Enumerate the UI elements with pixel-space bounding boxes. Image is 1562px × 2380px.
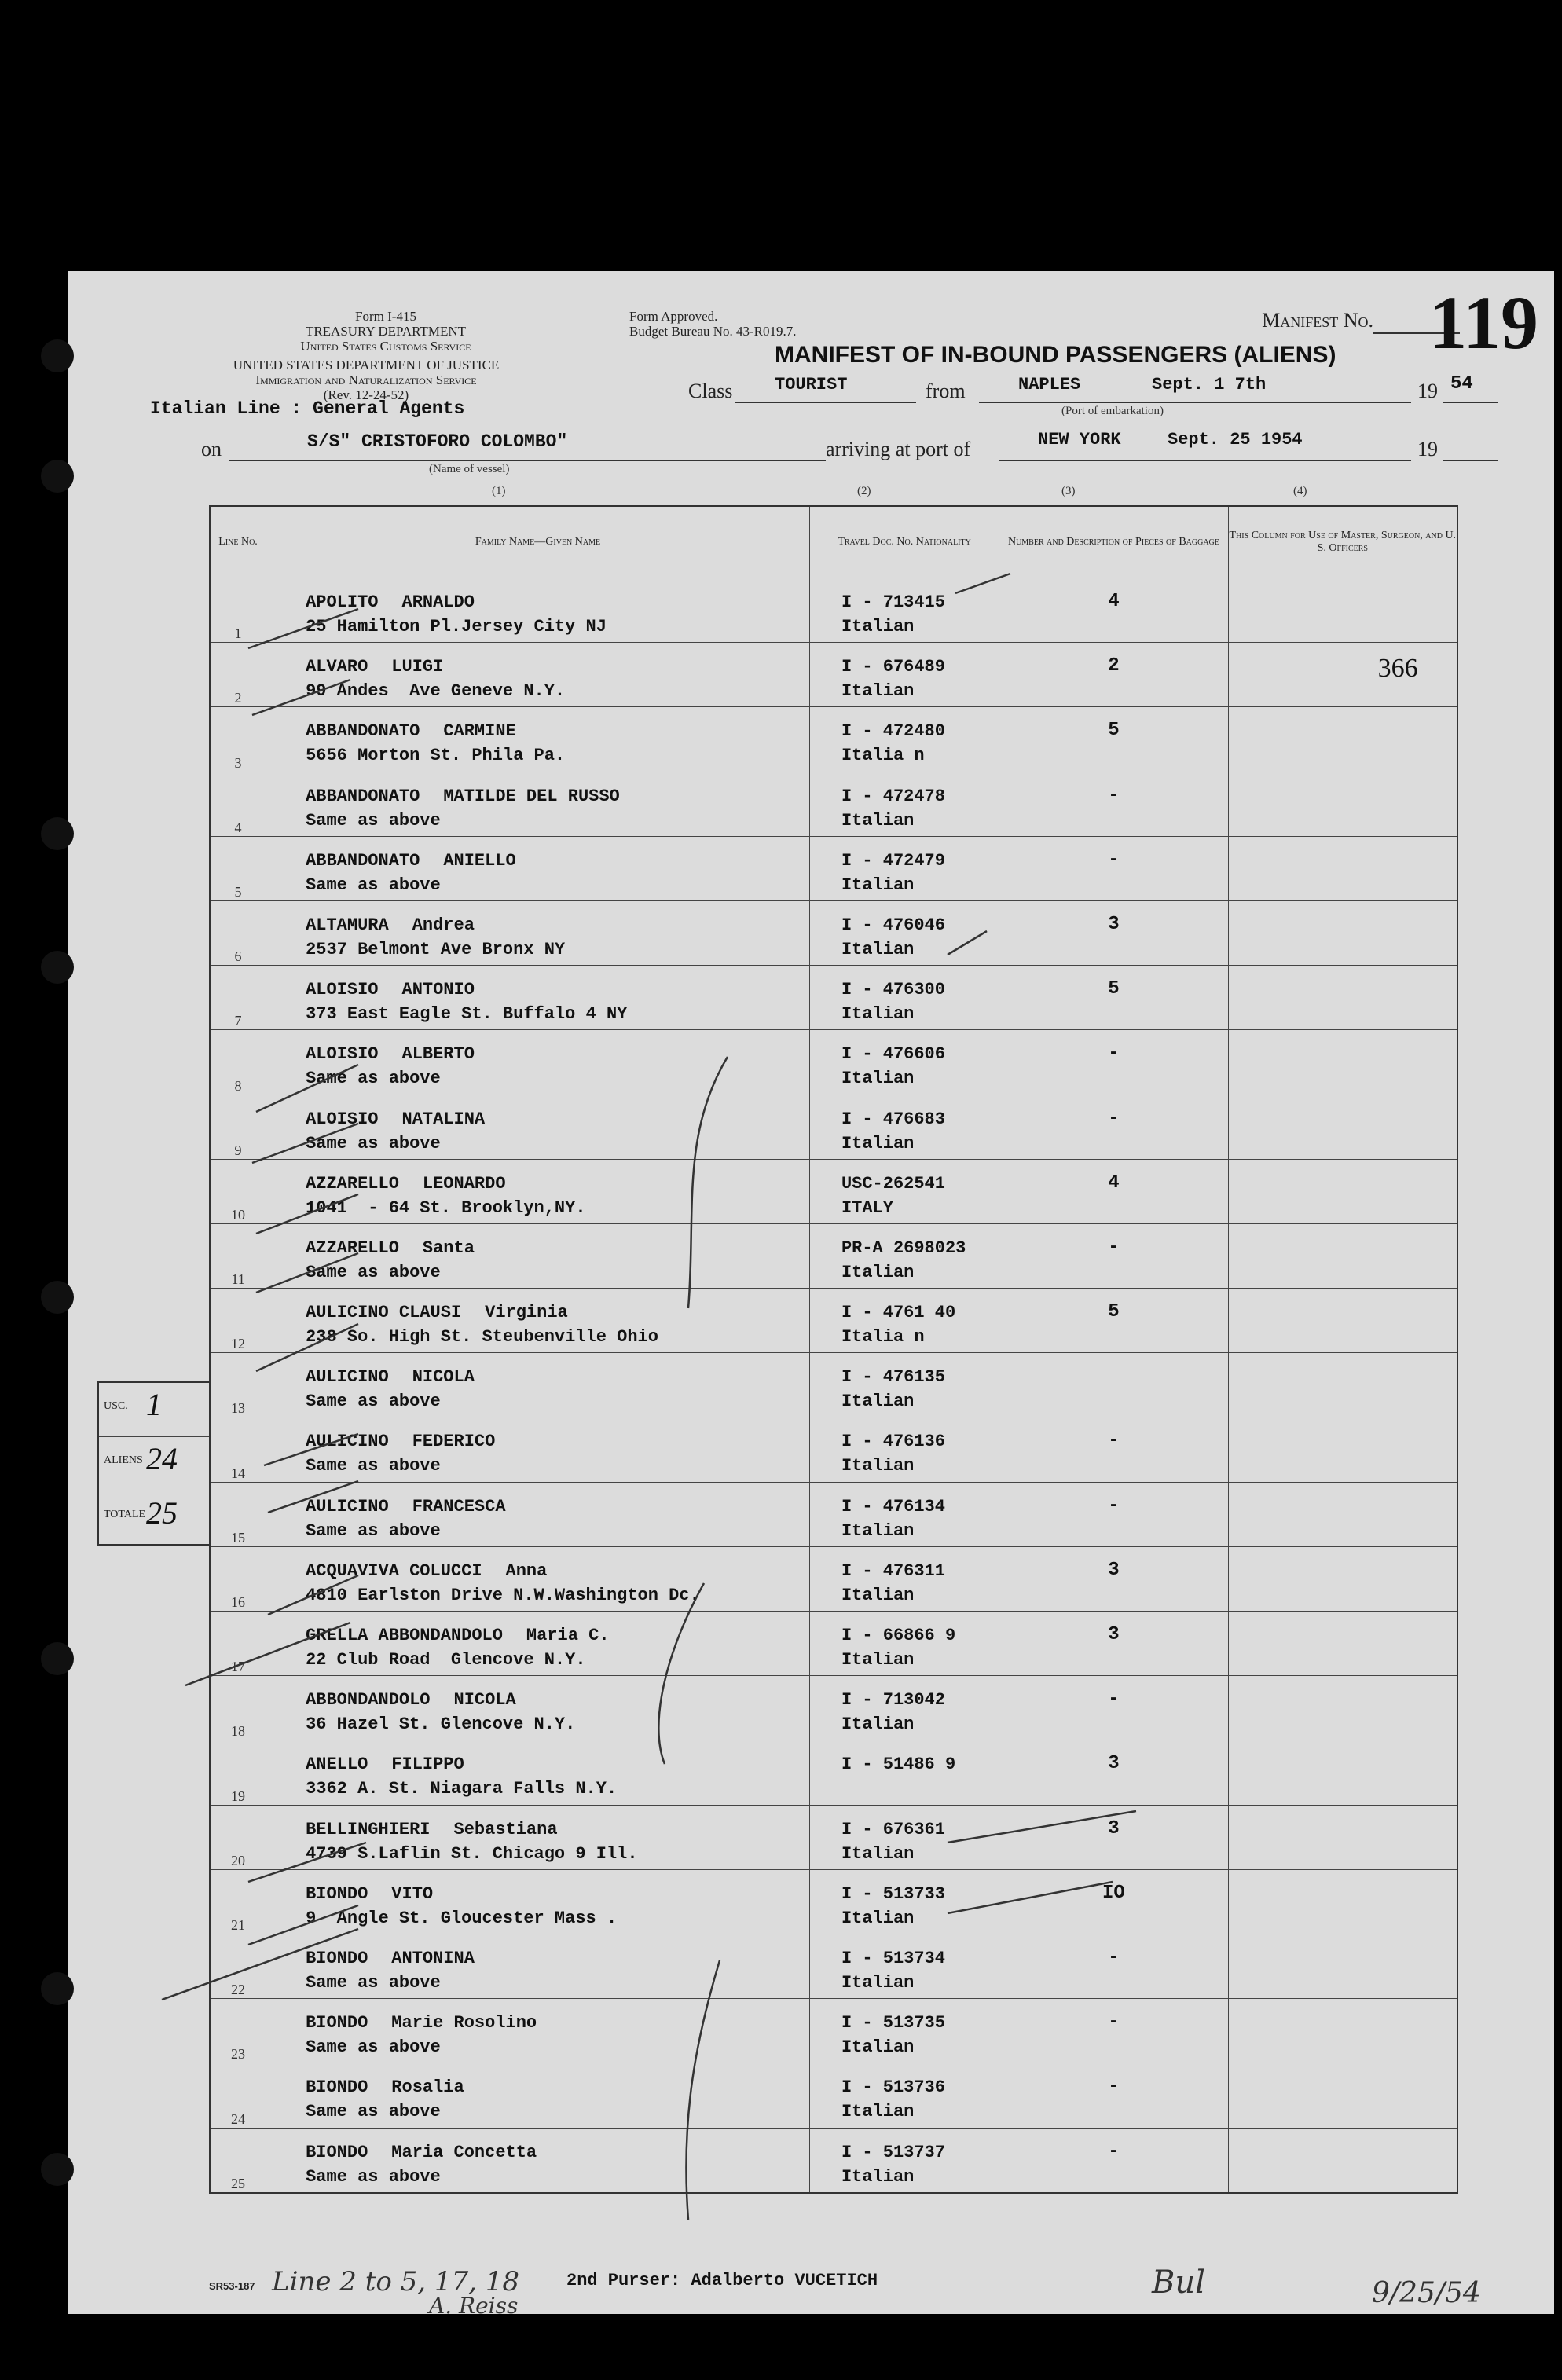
baggage-count: -	[1108, 1107, 1120, 1129]
handwritten-date: 9/25/54	[1372, 2277, 1481, 2309]
nationality: Italian	[841, 810, 915, 831]
line-number: 17	[210, 1612, 266, 1676]
address: 36 Hazel St. Glencove N.Y.	[306, 1714, 576, 1735]
nationality: Italian	[841, 681, 915, 702]
general-agents: Italian Line : General Agents	[150, 398, 465, 419]
baggage-count: -	[1108, 849, 1120, 871]
family-name: ALOISIO	[306, 980, 379, 1000]
justice-dept: UNITED STATES DEPARTMENT OF JUSTICE	[233, 358, 500, 372]
travel-doc-number: PR-A 2698023	[841, 1238, 966, 1258]
nationality: Italian	[841, 2037, 915, 2058]
check-mark	[252, 680, 350, 715]
punch-hole	[41, 1972, 74, 2005]
travel-doc-number: I - 476136	[841, 1432, 945, 1452]
address: 99 Andes Ave Geneve N.Y.	[306, 681, 566, 702]
address: Same as above	[306, 2102, 441, 2122]
check-mark	[185, 1623, 350, 1685]
baggage-count: 4	[1108, 591, 1120, 612]
line-number: 2	[210, 643, 266, 707]
line-number: 23	[210, 1999, 266, 2063]
travel-doc-number: I - 676361	[841, 1819, 945, 1839]
nationality: Italia n	[841, 746, 925, 766]
address: Same as above	[306, 810, 441, 831]
check-mark	[256, 1065, 358, 1112]
given-name: NATALINA	[402, 1109, 486, 1129]
baggage-count: 3	[1108, 913, 1120, 935]
line-number: 5	[210, 836, 266, 900]
line-number: 1	[210, 578, 266, 643]
check-mark	[256, 1324, 358, 1371]
baggage-count: -	[1108, 784, 1120, 806]
strike-stroke	[948, 1811, 1136, 1843]
handwritten-marks	[68, 271, 1554, 2314]
purser-signature-line: 2nd Purser: Adalberto VUCETICH	[566, 2271, 878, 2290]
line-number: 18	[210, 1676, 266, 1740]
family-name: ABBONDANDOLO	[306, 1690, 431, 1711]
family-name: AULICINO CLAUSI	[306, 1303, 462, 1323]
given-name: Andrea	[412, 915, 475, 935]
line-number: 9	[210, 1095, 266, 1159]
manifest-no-label: Manifest No.	[1262, 309, 1373, 332]
family-name: AULICINO	[306, 1496, 389, 1516]
given-name: ARNALDO	[402, 592, 475, 612]
travel-doc-number: I - 513734	[841, 1948, 945, 1968]
baggage-count: -	[1108, 1430, 1120, 1452]
family-name: ALVARO	[306, 657, 368, 677]
given-name: Santa	[422, 1238, 475, 1258]
totals-aliens: ALIENS 24	[99, 1437, 209, 1491]
baggage-count: -	[1108, 1689, 1120, 1711]
family-name: ABBANDONATO	[306, 786, 420, 806]
travel-doc-number: I - 472479	[841, 850, 945, 871]
nationality: Italian	[841, 1650, 915, 1670]
baggage-count: 5	[1108, 978, 1120, 1000]
family-name: ALTAMURA	[306, 915, 389, 935]
address: Same as above	[306, 1069, 441, 1089]
address: 373 East Eagle St. Buffalo 4 NY	[306, 1004, 628, 1025]
col-header-officers: This Column for Use of Master, Surgeon, and U. S. Officers	[1228, 506, 1458, 578]
travel-doc-number: I - 476135	[841, 1367, 945, 1388]
punch-hole	[41, 817, 74, 850]
baggage-count: 3	[1108, 1817, 1120, 1839]
given-name: LUIGI	[391, 657, 444, 677]
address: Same as above	[306, 2166, 441, 2187]
arrival-port: NEW YORK	[1038, 430, 1121, 449]
line-number: 15	[210, 1482, 266, 1546]
line-number: 11	[210, 1223, 266, 1288]
given-name: Maria Concetta	[391, 2142, 537, 2162]
bracket-stroke	[688, 1057, 728, 1308]
given-name: VITO	[391, 1883, 434, 1904]
family-name: AULICINO	[306, 1432, 389, 1452]
nationality: Italian	[841, 939, 915, 959]
given-name: ALBERTO	[402, 1044, 475, 1065]
revision-date: (Rev. 12-24-52)	[323, 387, 409, 402]
vessel-caption: (Name of vessel)	[429, 463, 510, 475]
address: Same as above	[306, 1520, 441, 1541]
punch-hole	[41, 1642, 74, 1675]
nationality: Italian	[841, 2166, 915, 2187]
baggage-count: -	[1108, 2140, 1120, 2162]
check-mark	[268, 1481, 358, 1513]
line-number: 12	[210, 1289, 266, 1353]
address: 5656 Morton St. Phila Pa.	[306, 746, 566, 766]
given-name: MATILDE DEL RUSSO	[443, 786, 620, 806]
nationality: Italian	[841, 1972, 915, 1993]
travel-doc-number: I - 513736	[841, 2077, 945, 2098]
family-name: ABBANDONATO	[306, 721, 420, 742]
vessel-name: S/S" CRISTOFORO COLOMBO"	[307, 431, 568, 452]
col-num-2: (2)	[857, 485, 871, 497]
travel-doc-number: I - 713042	[841, 1690, 945, 1711]
baggage-count: -	[1108, 2076, 1120, 2098]
col-num-3: (3)	[1062, 485, 1076, 497]
from-label: from	[926, 380, 966, 402]
col-header-baggage: Number and Description of Pieces of Baggage	[999, 506, 1228, 578]
family-name: AZZARELLO	[306, 1238, 399, 1258]
punch-hole	[41, 339, 74, 372]
travel-doc-number: I - 676489	[841, 657, 945, 677]
officer-note: 366	[1377, 654, 1418, 684]
nationality: Italian	[841, 875, 915, 895]
baggage-count: -	[1108, 1043, 1120, 1065]
punch-hole	[41, 2153, 74, 2186]
form-number: Form I-415	[355, 309, 416, 324]
handwritten-line-note: Line 2 to 5, 17, 18	[272, 2266, 520, 2297]
baggage-count: -	[1108, 1236, 1120, 1258]
address: 1041 - 64 St. Brooklyn,NY.	[306, 1197, 586, 1218]
travel-doc-number: I - 4761 40	[841, 1303, 956, 1323]
travel-doc-number: I - 476683	[841, 1109, 945, 1129]
col-num-4: (4)	[1293, 485, 1307, 497]
family-name: BIONDO	[306, 2077, 368, 2098]
nationality: Italian	[841, 1262, 915, 1282]
travel-doc-number: I - 513735	[841, 2013, 945, 2033]
address: 4739 S.Laflin St. Chicago 9 Ill.	[306, 1843, 638, 1864]
given-name: Sebastiana	[453, 1819, 558, 1839]
col-header-name: Family Name—Given Name	[266, 506, 810, 578]
address: 25 Hamilton Pl.Jersey City NJ	[306, 617, 607, 636]
travel-doc-number: I - 713415	[841, 592, 945, 612]
nationality: Italian	[841, 1456, 915, 1476]
family-name: AZZARELLO	[306, 1173, 399, 1194]
given-name: ANTONINA	[391, 1948, 475, 1968]
embarkation-year: 54	[1450, 373, 1473, 394]
travel-doc-number: I - 472480	[841, 721, 945, 742]
check-mark	[248, 1843, 366, 1882]
line-number: 3	[210, 707, 266, 772]
travel-doc-number: USC-262541	[841, 1173, 945, 1194]
port-embark-caption: (Port of embarkation)	[1062, 405, 1164, 417]
travel-doc-number: I - 476311	[841, 1560, 945, 1581]
address: Same as above	[306, 1972, 441, 1993]
family-name: ACQUAVIVA COLUCCI	[306, 1560, 482, 1581]
nationality: Italian	[841, 1908, 915, 1928]
line-number: 25	[210, 2128, 266, 2193]
punch-hole	[41, 1281, 74, 1314]
nationality: Italian	[841, 1843, 915, 1864]
given-name: Marie Rosolino	[391, 2013, 537, 2033]
travel-doc-number: I - 513733	[841, 1883, 945, 1904]
line-number: 19	[210, 1740, 266, 1805]
treasury-dept: TREASURY DEPARTMENT	[305, 324, 467, 339]
nationality: Italian	[841, 1133, 915, 1153]
nationality: Italian	[841, 1392, 915, 1412]
address: 3362 A. St. Niagara Falls N.Y.	[306, 1779, 618, 1799]
travel-doc-number: I - 476606	[841, 1044, 945, 1065]
col-header-doc: Travel Doc. No. Nationality	[809, 506, 999, 578]
baggage-count: 3	[1108, 1753, 1120, 1775]
given-name: NICOLA	[412, 1367, 475, 1388]
address: 238 So. High St. Steubenville Ohio	[306, 1327, 658, 1348]
family-name: ANELLO	[306, 1755, 368, 1775]
travel-doc-number: I - 66866 9	[841, 1626, 956, 1645]
address: Same as above	[306, 2037, 441, 2058]
given-name: Virginia	[485, 1303, 568, 1323]
travel-doc-number: I - 513737	[841, 2142, 945, 2162]
address: 2537 Belmont Ave Bronx NY	[306, 939, 566, 959]
line-number: 10	[210, 1159, 266, 1223]
given-name: Anna	[505, 1560, 548, 1581]
budget-bureau: Budget Bureau No. 43-R019.7.	[629, 324, 797, 339]
baggage-count: 5	[1108, 1301, 1120, 1323]
travel-doc-number: I - 476134	[841, 1496, 945, 1516]
family-name: BIONDO	[306, 1948, 368, 1968]
bracket-stroke	[658, 1583, 704, 1764]
baggage-count: 5	[1108, 720, 1120, 742]
line-number: 21	[210, 1869, 266, 1934]
line-number: 4	[210, 772, 266, 836]
line-number: 8	[210, 1030, 266, 1095]
address: Same as above	[306, 1392, 441, 1412]
baggage-count: -	[1108, 1494, 1120, 1516]
check-mark	[256, 1253, 358, 1293]
nationality: Italian	[841, 1714, 915, 1735]
baggage-count: 2	[1108, 655, 1120, 677]
bracket-stroke	[686, 1960, 720, 2220]
nationality: ITALY	[841, 1197, 893, 1218]
col-num-1: (1)	[492, 485, 506, 497]
port-of-embarkation: NAPLES	[1018, 375, 1081, 394]
totals-usc: USC. 1	[99, 1383, 209, 1437]
handwritten-initials: A. Reiss	[429, 2293, 519, 2319]
form-code: SR53-187	[209, 2280, 255, 2292]
line-number: 13	[210, 1353, 266, 1417]
address: Same as above	[306, 875, 441, 895]
nationality: Italia n	[841, 1327, 925, 1348]
address: 4810 Earlston Drive N.W.Washington Dc.	[306, 1585, 700, 1605]
family-name: ALOISIO	[306, 1044, 379, 1065]
on-label: on	[201, 438, 222, 460]
family-name: BIONDO	[306, 1883, 368, 1904]
travel-doc-number: I - 476300	[841, 980, 945, 1000]
nationality: Italian	[841, 617, 915, 636]
customs-service: United States Customs Service	[300, 339, 471, 354]
manifest-title: MANIFEST OF IN-BOUND PASSENGERS (ALIENS)	[775, 342, 1336, 368]
line-number: 7	[210, 966, 266, 1030]
handwritten-signature: Bul	[1152, 2264, 1205, 2301]
address: Same as above	[306, 1133, 441, 1153]
family-name: GRELLA ABBONDANDOLO	[306, 1626, 503, 1645]
given-name: FRANCESCA	[412, 1496, 506, 1516]
family-name: BIONDO	[306, 2142, 368, 2162]
nationality: Italian	[841, 1520, 915, 1541]
given-name: NICOLA	[453, 1690, 516, 1711]
nationality: Italian	[841, 1585, 915, 1605]
travel-doc-number: I - 472478	[841, 786, 945, 806]
embarkation-date: Sept. 1 7th	[1152, 375, 1267, 394]
baggage-count: IO	[1102, 1882, 1125, 1904]
family-name: BELLINGHIERI	[306, 1819, 431, 1839]
line-number: 16	[210, 1546, 266, 1611]
address: 9 Angle St. Gloucester Mass .	[306, 1908, 618, 1928]
check-mark	[264, 1434, 358, 1465]
line-number: 22	[210, 1934, 266, 1998]
arriving-label: arriving at port of	[826, 438, 971, 460]
given-name: Maria C.	[526, 1626, 610, 1645]
baggage-count: 4	[1108, 1172, 1120, 1194]
line-number: 24	[210, 2063, 266, 2128]
family-name: BIONDO	[306, 2013, 368, 2033]
given-name: CARMINE	[443, 721, 516, 742]
manifest-sheet	[68, 271, 1554, 2319]
given-name: ANIELLO	[443, 850, 516, 871]
baggage-count: -	[1108, 2011, 1120, 2033]
line-number: 14	[210, 1417, 266, 1482]
family-name: APOLITO	[306, 592, 379, 612]
given-name: Rosalia	[391, 2077, 464, 2098]
family-name: AULICINO	[306, 1367, 389, 1388]
punch-hole	[41, 460, 74, 493]
given-name: FILIPPO	[391, 1755, 464, 1775]
check-mark	[248, 1905, 358, 1945]
family-name: ABBANDONATO	[306, 850, 420, 871]
baggage-count: -	[1108, 1946, 1120, 1968]
baggage-count: 3	[1108, 1559, 1120, 1581]
strike-stroke	[948, 1882, 1113, 1913]
address: Same as above	[306, 1456, 441, 1476]
address: 22 Club Road Glencove N.Y.	[306, 1650, 586, 1670]
strike-stroke	[955, 574, 1010, 593]
nationality: Italian	[841, 1069, 915, 1089]
nationality: Italian	[841, 2102, 915, 2122]
line-number: 20	[210, 1805, 266, 1869]
col-header-line-no: Line No.	[210, 506, 266, 578]
totals-total: TOTALE 25	[104, 1495, 178, 1531]
arrival-date: Sept. 25 1954	[1168, 430, 1303, 449]
line-number: 6	[210, 900, 266, 965]
nationality: Italian	[841, 1004, 915, 1025]
check-mark	[248, 609, 358, 648]
address: Same as above	[306, 1262, 441, 1282]
baggage-count: 3	[1108, 1624, 1120, 1645]
manifest-number: 119	[1429, 281, 1538, 365]
given-name: FEDERICO	[412, 1432, 496, 1452]
punch-hole	[41, 951, 74, 984]
arrival-year-prefix: 19	[1417, 438, 1438, 460]
given-name: LEONARDO	[422, 1173, 506, 1194]
class-label: Class	[688, 380, 733, 402]
check-mark	[252, 1124, 358, 1163]
year-prefix: 19	[1417, 380, 1438, 402]
given-name: ANTONIO	[402, 980, 475, 1000]
strike-stroke	[948, 931, 987, 955]
travel-doc-number: I - 51486 9	[841, 1755, 956, 1775]
check-mark	[256, 1194, 358, 1234]
family-name: ALOISIO	[306, 1109, 379, 1129]
form-approved: Form Approved.	[629, 309, 718, 324]
immigration-service: Immigration and Naturalization Service	[255, 372, 477, 387]
class-value: TOURIST	[775, 375, 848, 394]
check-mark	[268, 1575, 358, 1615]
travel-doc-number: I - 476046	[841, 915, 945, 935]
